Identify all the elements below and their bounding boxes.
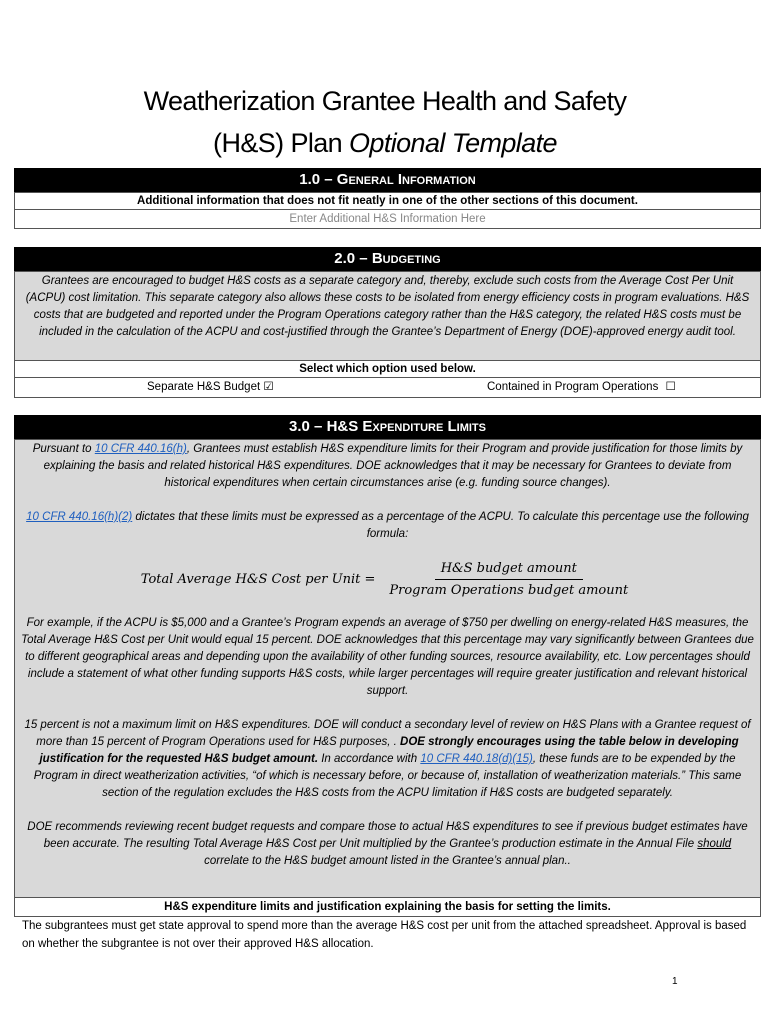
section3-number: 3.0 – [289,418,327,435]
option-separate-budget[interactable] [147,378,274,397]
formula-lhs: Total Average H&S Cost per Unit = [140,571,376,587]
title-italic: Optional Template [349,128,557,158]
p5-text-post: correlate to the H&S budget amount listed in the Grantee’s annual plan.. [204,855,571,867]
budgeting-paragraph: Grantees are encouraged to budget H&S costs as a separate category and, thereby, exclude such costs from the Average Cost Per Unit (ACPU) cost limitation. This separate category also allows these costs to be isolated from energy efficiency costs in program evaluations. H&S costs that are budgeted and reported under the Program Operations category rather than the H&S category, the related H&S costs must be included in the calculation of the ACPU and cost-justified through the Grantee’s Department of Energy (DOE)-approved energy audit tool. [25,275,750,338]
cfr-440-16h-link[interactable]: 10 CFR 440.16(h) [94,443,187,455]
p5-text-pre: DOE recommends reviewing recent budget requests and compare those to actual H&S expenditures to see if previous budget estimates have been accurate. The resulting Total Average H&S Cost per Unit multiplied by the Grantee’s production estimate in the Annual File [27,821,748,850]
budget-options-row [14,377,761,398]
budgeting-paragraph-box [14,271,761,362]
section1-number: 1.0 – [299,171,337,188]
p1-text-pre: Pursuant to [32,443,95,455]
additional-info-input[interactable]: Enter Additional H&S Information Here [14,209,761,229]
expenditure-paragraph-4 [15,717,760,802]
p4-text-post: , these funds are to be expended by the Program in direct weatherization activities, “of which is necessary before, or because of, installation of weatherization materials.” This same section of the regulation excludes the H&S costs from the ACPU limitation if H&S costs are budgeted separately. [33,753,742,799]
option-program-operations-label: Contained in Program Operations [487,381,659,393]
option-program-operations[interactable] [487,378,676,397]
checked-checkbox-icon[interactable]: ☑ [263,381,274,393]
cfr-440-16h2-link[interactable]: 10 CFR 440.16(h)(2) [26,511,133,523]
expenditure-paragraph-1 [15,441,760,492]
limits-table-header: H&S expenditure limits and justification explaining the basis for setting the limits. [14,897,761,917]
expenditure-paragraph-5 [15,819,760,870]
section2-header [14,247,761,271]
select-option-prompt: Select which option used below. [14,360,761,379]
title-prefix: (H&S) Plan [213,128,349,158]
section2-name: Budgeting [371,250,441,267]
section3-header [14,415,761,439]
formula-numerator: H&S budget amount [435,561,583,580]
section3-name: H&S Expenditure Limits [326,418,486,435]
expenditure-limits-box [14,439,761,898]
document-title-line2 [0,128,770,159]
document-title-line1: Weatherization Grantee Health and Safety [143,86,627,116]
formula-fraction [383,561,634,598]
unchecked-checkbox-icon[interactable]: ☐ [665,381,676,393]
cost-formula [15,557,760,601]
cfr-440-18d15-link[interactable]: 10 CFR 440.18(d)(15) [420,753,533,765]
limits-response-text[interactable]: The subgrantees must get state approval to spend more than the average H&S cost per unit from the attached spreadsheet. Approval is based on whether the subgrantee is not over their approved H&S allocation. [14,916,759,953]
expenditure-paragraph-3: For example, if the ACPU is $5,000 and a Grantee’s Program expends an average of $750 per dwelling on energy-related H&S measures, the Total Average H&S Cost per Unit would equal 15 percent. DOE acknowledges that this percentage may vary significantly between Grantees due to different geographical areas and depending upon the availability of other funding sources, resource availability, etc. Low percentages should include a statement of what other funding supports H&S costs, while larger percentages will require greater justification and relevant historical support. [21,617,754,697]
p4-text-pre: 15 percent is not a maximum limit on H&S expenditures. DOE will conduct a secondary level of review on H&S Plans with a Grantee request of more than 15 percent of Program Operations used for H&S purposes, . [24,719,751,748]
p4-text-mid: In accordance with [318,753,421,765]
section1-note: Additional information that does not fit neatly in one of the other sections of this document. [14,192,761,211]
section1-name: General Information [336,171,476,188]
p1-text-post: , Grantees must establish H&S expenditure limits for their Program and provide justification for those limits by explaining the basis and related historical H&S expenditures. DOE acknowledges that it may be necessary for Grantees to deviate from historical expenditures when certain circumstances arise (e.g. funding source changes). [43,443,743,489]
option-separate-budget-label: Separate H&S Budget [147,381,261,393]
section1-header [14,168,761,192]
page-number: 1 [672,976,678,987]
p4-bold-text: DOE strongly encourages using the table below in developing justification for the requested H&S budget amount. [39,736,739,765]
section2-number: 2.0 – [334,250,372,267]
expenditure-paragraph-2 [15,509,760,543]
formula-denominator: Program Operations budget amount [389,582,629,598]
p5-underlined-text: should [697,838,732,850]
p2-text-post: dictates that these limits must be expressed as a percentage of the ACPU. To calculate this percentage use the following formula: [132,511,749,540]
